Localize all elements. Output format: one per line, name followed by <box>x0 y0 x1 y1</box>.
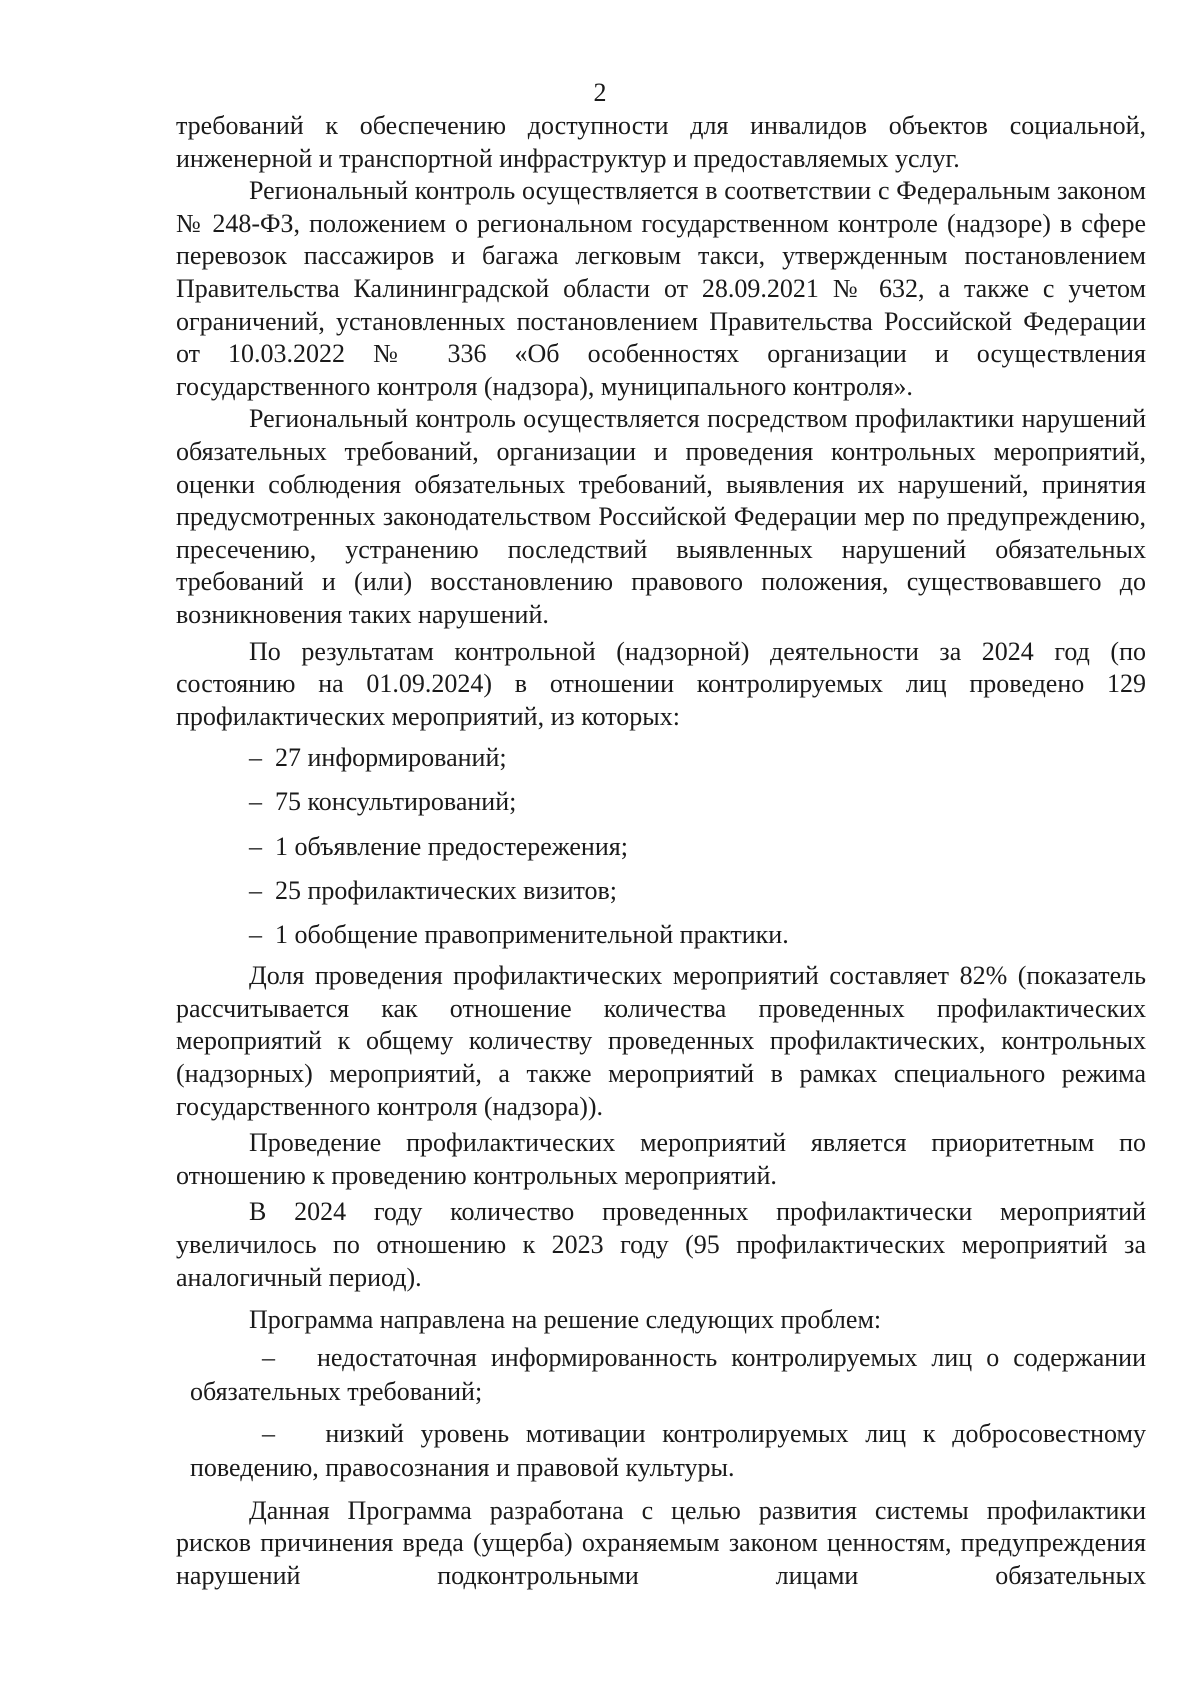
list-item-text: 1 объявление предостережения; <box>275 831 628 861</box>
paragraph-results-2024: По результатам контрольной (надзорной) деятельности за 2024 год (по состоянию на 01.09.2024) в отношении контролируемых лиц проведено 129 профилактических мероприятий, из которых: <box>176 636 1146 731</box>
dash-marker: – <box>249 920 262 950</box>
activities-list <box>176 736 1146 957</box>
problem-item <box>176 1341 1146 1409</box>
list-item <box>176 780 1146 824</box>
problem-item-text: недостаточная информированность контролируемых лиц о содержании обязательных требований; <box>190 1342 1147 1406</box>
document-body <box>176 110 1146 1593</box>
paragraph-program-purpose: Данная Программа разработана с целью развития системы профилактики рисков причинения вреда (ущерба) охраняемым законом ценностям, предупреждения нарушений подконтрольными лицами обязательных <box>176 1495 1146 1591</box>
paragraph-priority: Проведение профилактических мероприятий является приоритетным по отношению к проведению контрольных мероприятий. <box>176 1128 1146 1190</box>
problem-item-text: низкий уровень мотивации контролируемых лиц к добросовестному поведению, правосознания и правовой культуры. <box>190 1418 1146 1482</box>
list-item <box>176 913 1146 957</box>
list-item <box>176 736 1146 780</box>
list-item-text: 75 консультирований; <box>275 787 517 817</box>
dash-marker: – <box>262 1342 275 1372</box>
dash-marker: – <box>249 787 262 817</box>
list-item <box>176 825 1146 869</box>
dash-marker: – <box>249 875 262 905</box>
dash-marker: – <box>249 831 262 861</box>
list-item-text: 27 информирований; <box>275 743 507 773</box>
paragraph-legal-basis: Региональный контроль осуществляется в соответствии с Федеральным законом № 248-ФЗ, положением о региональном государственном контроле (надзоре) в сфере перевозок пассажиров и багажа легковым такси, утвержденным постановлением Правительства Калининградской области от 28.09.2021 № 632, а также с учетом ограничений, установленных постановлением Правительства Российской Федерации от 10.03.2022 № 336 «Об особенностях организации и осуществления государственного контроля (надзора), муниципального контроля». <box>176 176 1146 401</box>
dash-marker: – <box>249 743 262 773</box>
paragraph-prevention-share: Доля проведения профилактических мероприятий составляет 82% (показатель рассчитывается как отношение количества проведенных профилактических мероприятий к общему количеству проведенных профилактических, контрольных (надзорных) мероприятий, а также мероприятий в рамках специального режима государственного контроля (надзора)). <box>176 961 1146 1121</box>
dash-marker: – <box>262 1418 275 1448</box>
paragraph-accessibility-requirements: требований к обеспечению доступности для инвалидов объектов социальной, инженерной и транспортной инфраструктур и предоставляемых услуг. <box>176 111 1146 173</box>
paragraph-increase: В 2024 году количество проведенных профилактически мероприятий увеличилось по отношению к 2023 году (95 профилактических мероприятий за аналогичный период). <box>176 1197 1146 1292</box>
list-item <box>176 869 1146 913</box>
paragraph-control-methods: Региональный контроль осуществляется посредством профилактики нарушений обязательных требований, организации и проведения контрольных мероприятий, оценки соблюдения обязательных требований, выявления их нарушений, принятия предусмотренных законодательством Российской Федерации мер по предупреждению, пресечению, устранению последствий выявленных нарушений обязательных требований и (или) восстановлению правового положения, существовавшего до возникновения таких нарушений. <box>176 404 1146 629</box>
list-item-text: 25 профилактических визитов; <box>275 875 617 905</box>
list-item-text: 1 обобщение правоприменительной практики. <box>275 920 789 950</box>
problem-item <box>176 1417 1146 1485</box>
page-number: 2 <box>593 78 607 107</box>
paragraph-problems-intro: Программа направлена на решение следующих проблем: <box>249 1305 882 1335</box>
